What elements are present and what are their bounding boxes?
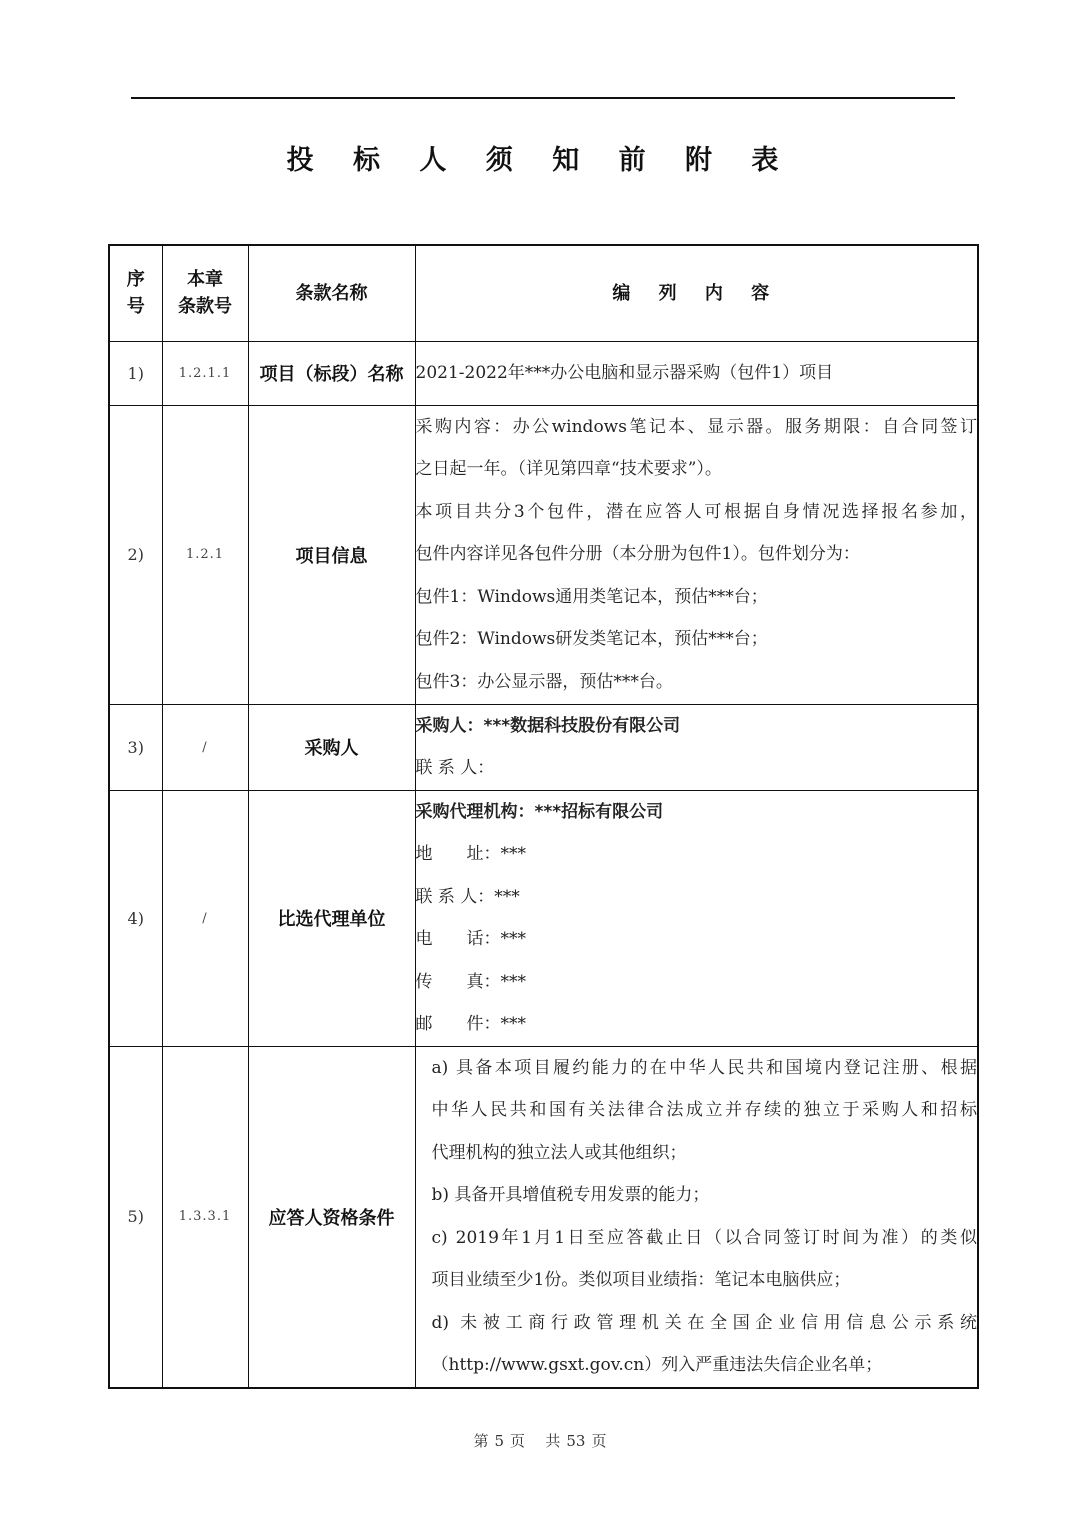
header-content-label: 编 列 内 容 xyxy=(612,282,781,304)
header-clause-line: 本章 xyxy=(187,269,223,291)
table-row xyxy=(109,405,978,704)
content-line: 传 真：*** xyxy=(415,971,526,992)
page-footer xyxy=(0,1430,1080,1451)
page-number: 5 xyxy=(494,1432,505,1450)
content-line: 包件内容详见各包件分册（本分册为包件1）。包件划分为： xyxy=(415,544,860,565)
content-line: 联 系 人： xyxy=(415,758,495,778)
page-title: 投 标 人 须 知 前 附 表 xyxy=(286,145,794,176)
content-line: （http://www.gsxt.gov.cn）列入严重违法失信企业名单； xyxy=(431,1355,883,1376)
header-rule xyxy=(131,97,955,99)
row-content xyxy=(415,341,978,405)
table-header-row xyxy=(109,245,978,341)
table-row xyxy=(109,704,978,790)
content-line: 采购内容：办公windows笔记本、显示器。服务期限：自合同签订 xyxy=(415,416,977,437)
row-name: 采购人 xyxy=(248,704,415,790)
footer-page-prefix: 第 xyxy=(473,1432,489,1450)
row-seq: 2) xyxy=(109,405,162,704)
row-clause: / xyxy=(162,704,248,790)
content-line: 本项目共分3个包件，潜在应答人可根据自身情况选择报名参加， xyxy=(415,501,977,522)
row-content xyxy=(415,1046,978,1388)
table-row xyxy=(109,790,978,1046)
total-pages: 53 xyxy=(566,1432,586,1450)
content-line: 中华人民共和国有关法律合法成立并存续的独立于采购人和招标 xyxy=(431,1100,977,1121)
content-line: 地 址：*** xyxy=(415,844,526,864)
row-content xyxy=(415,790,978,1046)
header-seq-line: 号 xyxy=(126,296,145,318)
content-line: 之日起一年。（详见第四章“技术要求”）。 xyxy=(415,459,722,480)
header-name: 条款名称 xyxy=(248,245,415,341)
row-name: 项目信息 xyxy=(248,405,415,704)
row-seq: 5) xyxy=(109,1046,162,1388)
content-line: 采购代理机构：***招标有限公司 xyxy=(415,801,664,822)
content-line: 采购人：***数据科技股份有限公司 xyxy=(415,715,681,736)
content-line: 电 话：*** xyxy=(415,929,526,949)
content-line: 包件3：办公显示器，预估***台。 xyxy=(415,671,673,692)
header-seq-line: 序 xyxy=(126,269,145,291)
bidder-instructions-table xyxy=(108,244,979,1389)
content-line: 包件2：Windows研发类笔记本，预估***台； xyxy=(415,629,768,650)
row-clause: 1.3.3.1 xyxy=(162,1046,248,1388)
row-seq: 1) xyxy=(109,341,162,405)
row-seq: 4) xyxy=(109,790,162,1046)
content-line: 代理机构的独立法人或其他组织； xyxy=(431,1142,687,1163)
row-clause: 1.2.1 xyxy=(162,405,248,704)
row-clause: / xyxy=(162,790,248,1046)
header-seq xyxy=(109,245,162,341)
content-line: a) 具备本项目履约能力的在中华人民共和国境内登记注册、根据 xyxy=(431,1057,977,1078)
header-content xyxy=(415,245,978,341)
content-line: 邮 件：*** xyxy=(415,1014,526,1034)
table-row xyxy=(109,341,978,405)
content-line: b) 具备开具增值税专用发票的能力； xyxy=(431,1185,710,1206)
footer-page-unit: 页 xyxy=(510,1432,526,1450)
footer-total-unit: 页 xyxy=(591,1432,607,1450)
content-line: c) 2019年1月1日至应答截止日（以合同签订时间为准）的类似 xyxy=(431,1227,977,1248)
header-clause xyxy=(162,245,248,341)
table-row xyxy=(109,1046,978,1388)
content-line: 联 系 人：*** xyxy=(415,886,520,907)
row-seq: 3) xyxy=(109,704,162,790)
row-content xyxy=(415,704,978,790)
row-name: 项目（标段）名称 xyxy=(248,341,415,405)
row-name: 比选代理单位 xyxy=(248,790,415,1046)
content-line: 2021-2022年***办公电脑和显示器采购（包件1）项目 xyxy=(415,362,834,383)
content-line: d) 未被工商行政管理机关在全国企业信用信息公示系统 xyxy=(431,1312,977,1333)
row-content xyxy=(415,405,978,704)
content-line: 包件1：Windows通用类笔记本，预估***台； xyxy=(415,586,768,607)
row-name: 应答人资格条件 xyxy=(248,1046,415,1388)
row-clause: 1.2.1.1 xyxy=(162,341,248,405)
content-line: 项目业绩至少1份。类似项目业绩指：笔记本电脑供应； xyxy=(431,1270,851,1291)
header-clause-line: 条款号 xyxy=(178,296,232,318)
footer-total-prefix: 共 xyxy=(545,1432,561,1450)
